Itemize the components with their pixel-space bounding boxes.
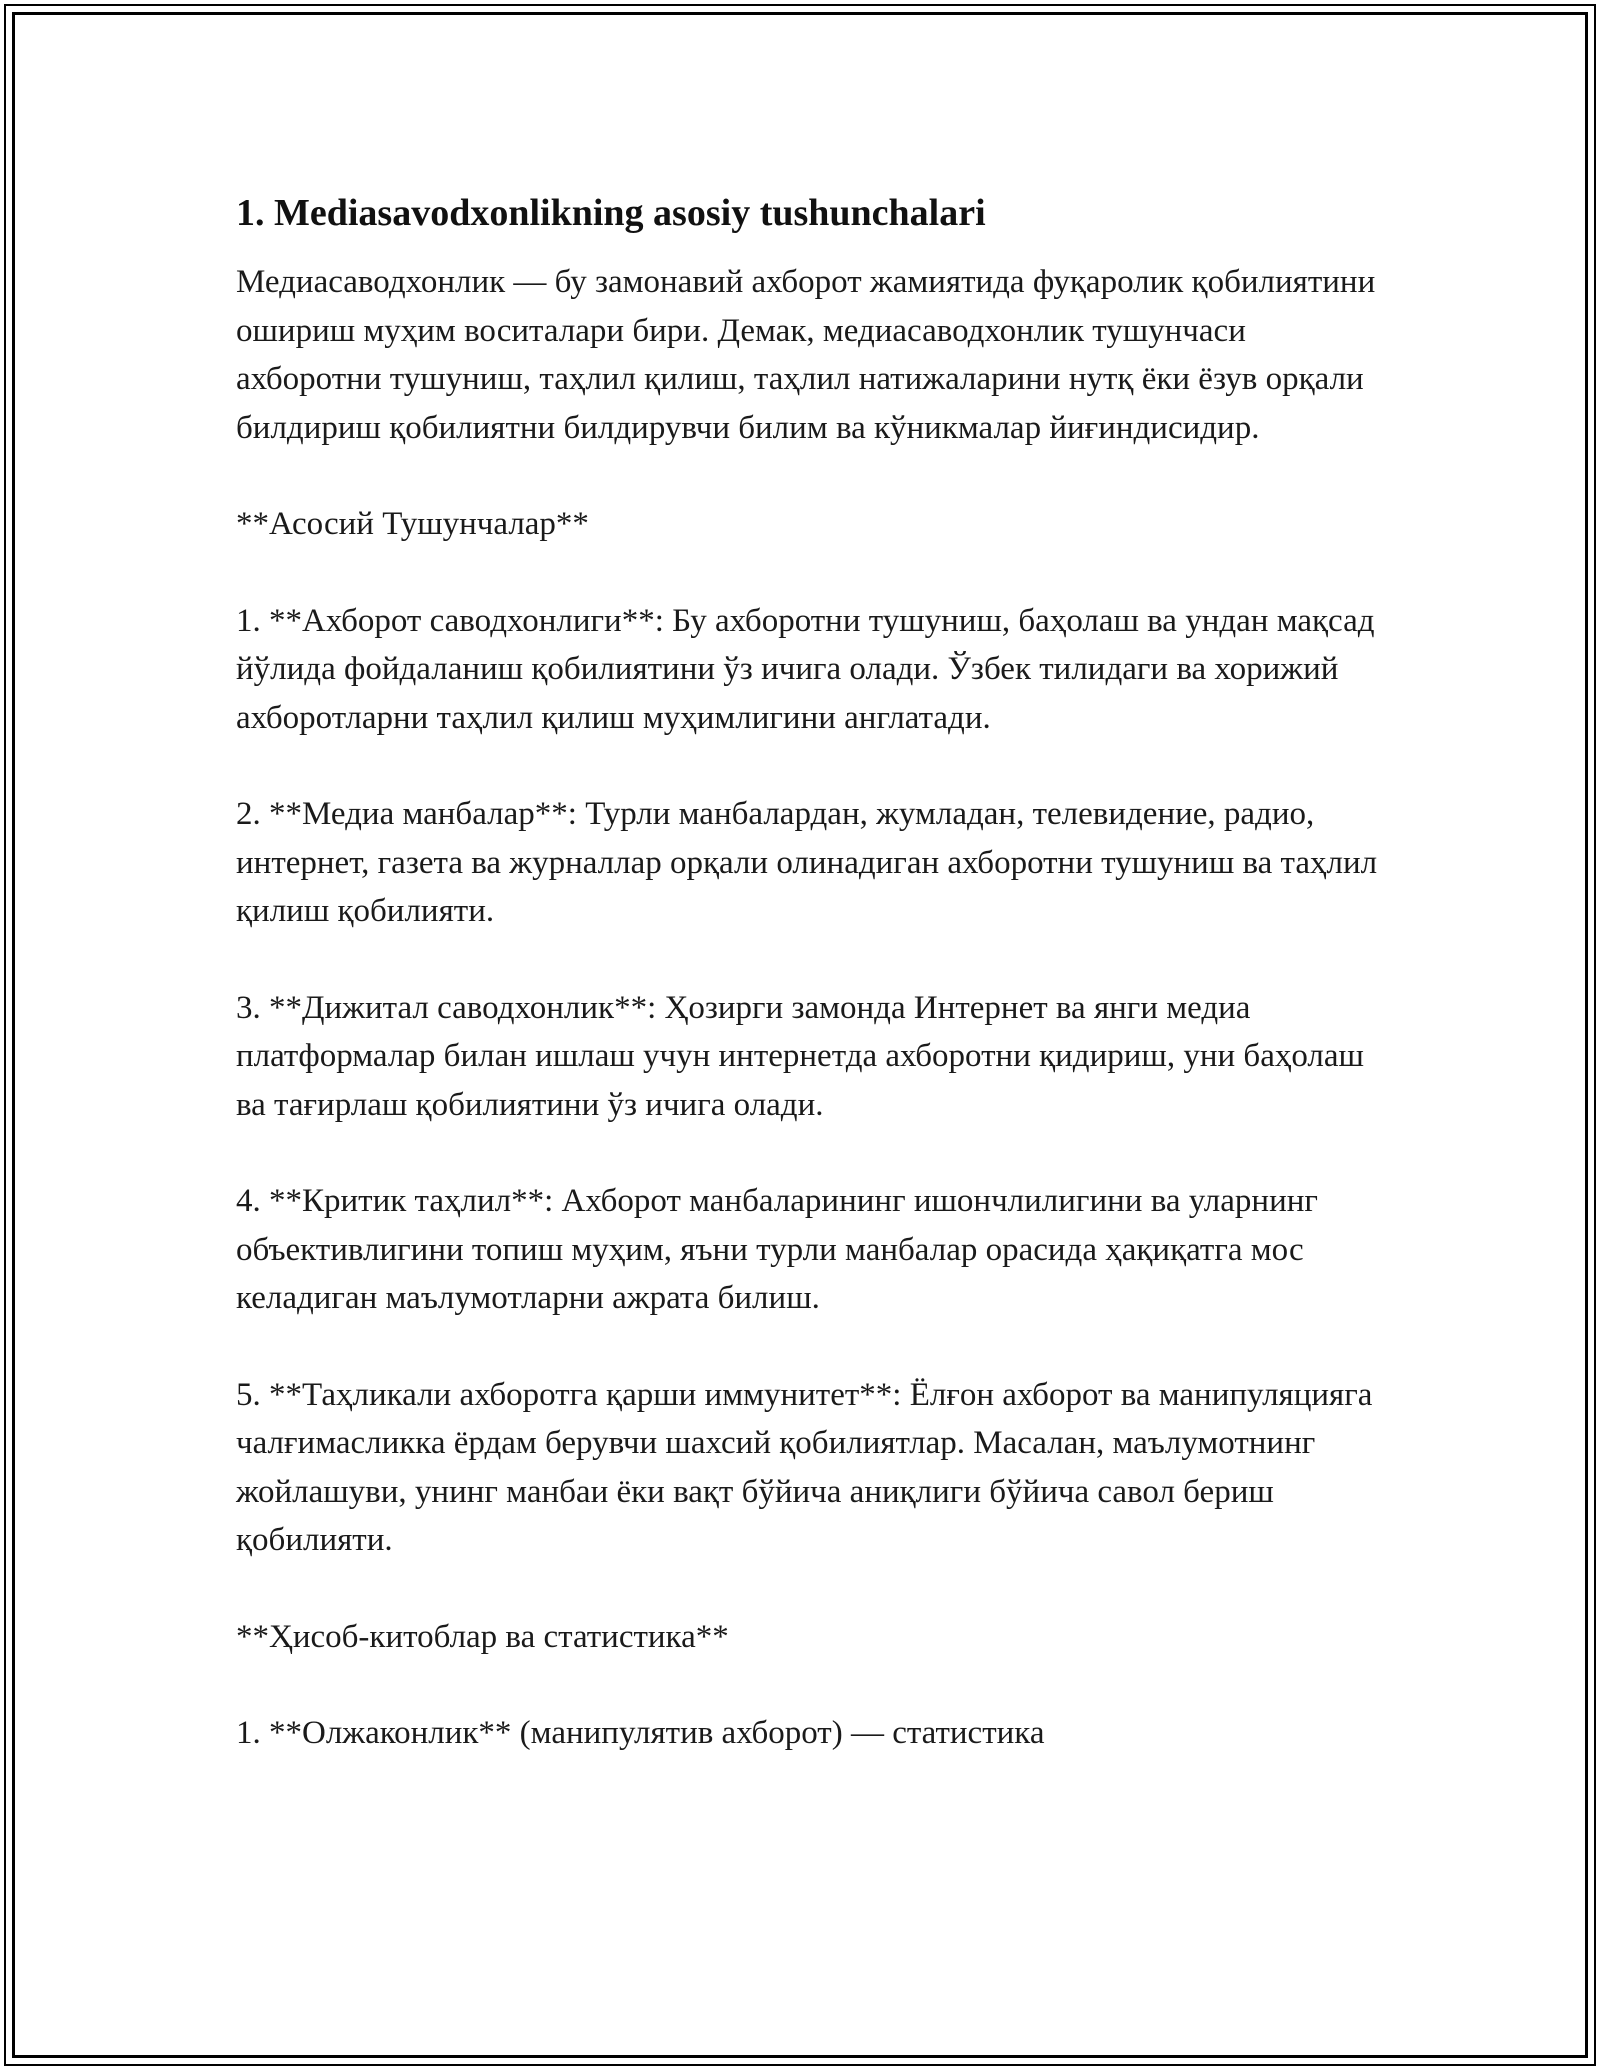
list-item-digital-literacy: 3. **Дижитал саводхонлик**: Ҳозирги замонда Интернет ва янги медиа платформалар билан ишлаш учун интернетда ахборотни қидириш, уни баҳолаш ва тағирлаш қобилиятини ўз ичига олади. — [236, 989, 1364, 1123]
intro-paragraph: Медиасаводхонлик — бу замонавий ахборот жамиятида фуқаролик қобилиятини ошириш муҳим воситалари бири. Демак, медиасаводхонлик тушунчаси ахборотни тушуниш, таҳлил қилиш, таҳлил натижаларини нутқ ёки ёзув орқали билдириш қобилиятни билдирувчи билим ва кўникмалар йиғиндисидир. — [236, 264, 1376, 446]
section-heading-statistics: **Ҳисоб-китоблар ва статистика** — [236, 1618, 729, 1655]
list-item-misinformation-immunity: 5. **Таҳликали ахборотга қарши иммунитет**: Ёлғон ахборот ва манипуляцияга чалғимасликка ёрдам берувчи шахсий қобилиятлар. Масалан, маълумотнинг жойлашуви, унинг манбаи ёки вақт бўйича аниқлиги бўйича савол бериш қобилияти. — [236, 1376, 1373, 1558]
list-item-critical-analysis: 4. **Критик таҳлил**: Ахборот манбаларининг ишончлилигини ва уларнинг объективлигини топиш муҳим, яъни турли манбалар орасида ҳақиқатга мос келадиган маълумотларни ажрата билиш. — [236, 1183, 1318, 1316]
document-page — [236, 188, 1386, 1806]
section-heading-basic-concepts: **Асосий Тушунчалар** — [236, 506, 589, 542]
list-item-information-literacy: 1. **Ахборот саводхонлиги**: Бу ахборотни тушуниш, баҳолаш ва ундан мақсад йўлида фойдаланиш қобилиятини ўз ичига олади. Ўзбек тилидаги ва хорижий ахборотларни таҳлил қилиш муҳимлигини англатади. — [236, 602, 1375, 736]
list-item-manipulative-information: 1. **Олжаконлик** (манипулятив ахборот) — статистика — [236, 1715, 1045, 1751]
list-item-media-sources: 2. **Медиа манбалар**: Турли манбалардан, жумладан, телевидение, радио, интернет, газета ва журналлар орқали олинадиган ахборотни тушуниш ва таҳлил қилиш қобилияти. — [236, 796, 1378, 929]
document-title: 1. Mediasavodxonlikning asosiy tushunchalari — [236, 192, 986, 234]
